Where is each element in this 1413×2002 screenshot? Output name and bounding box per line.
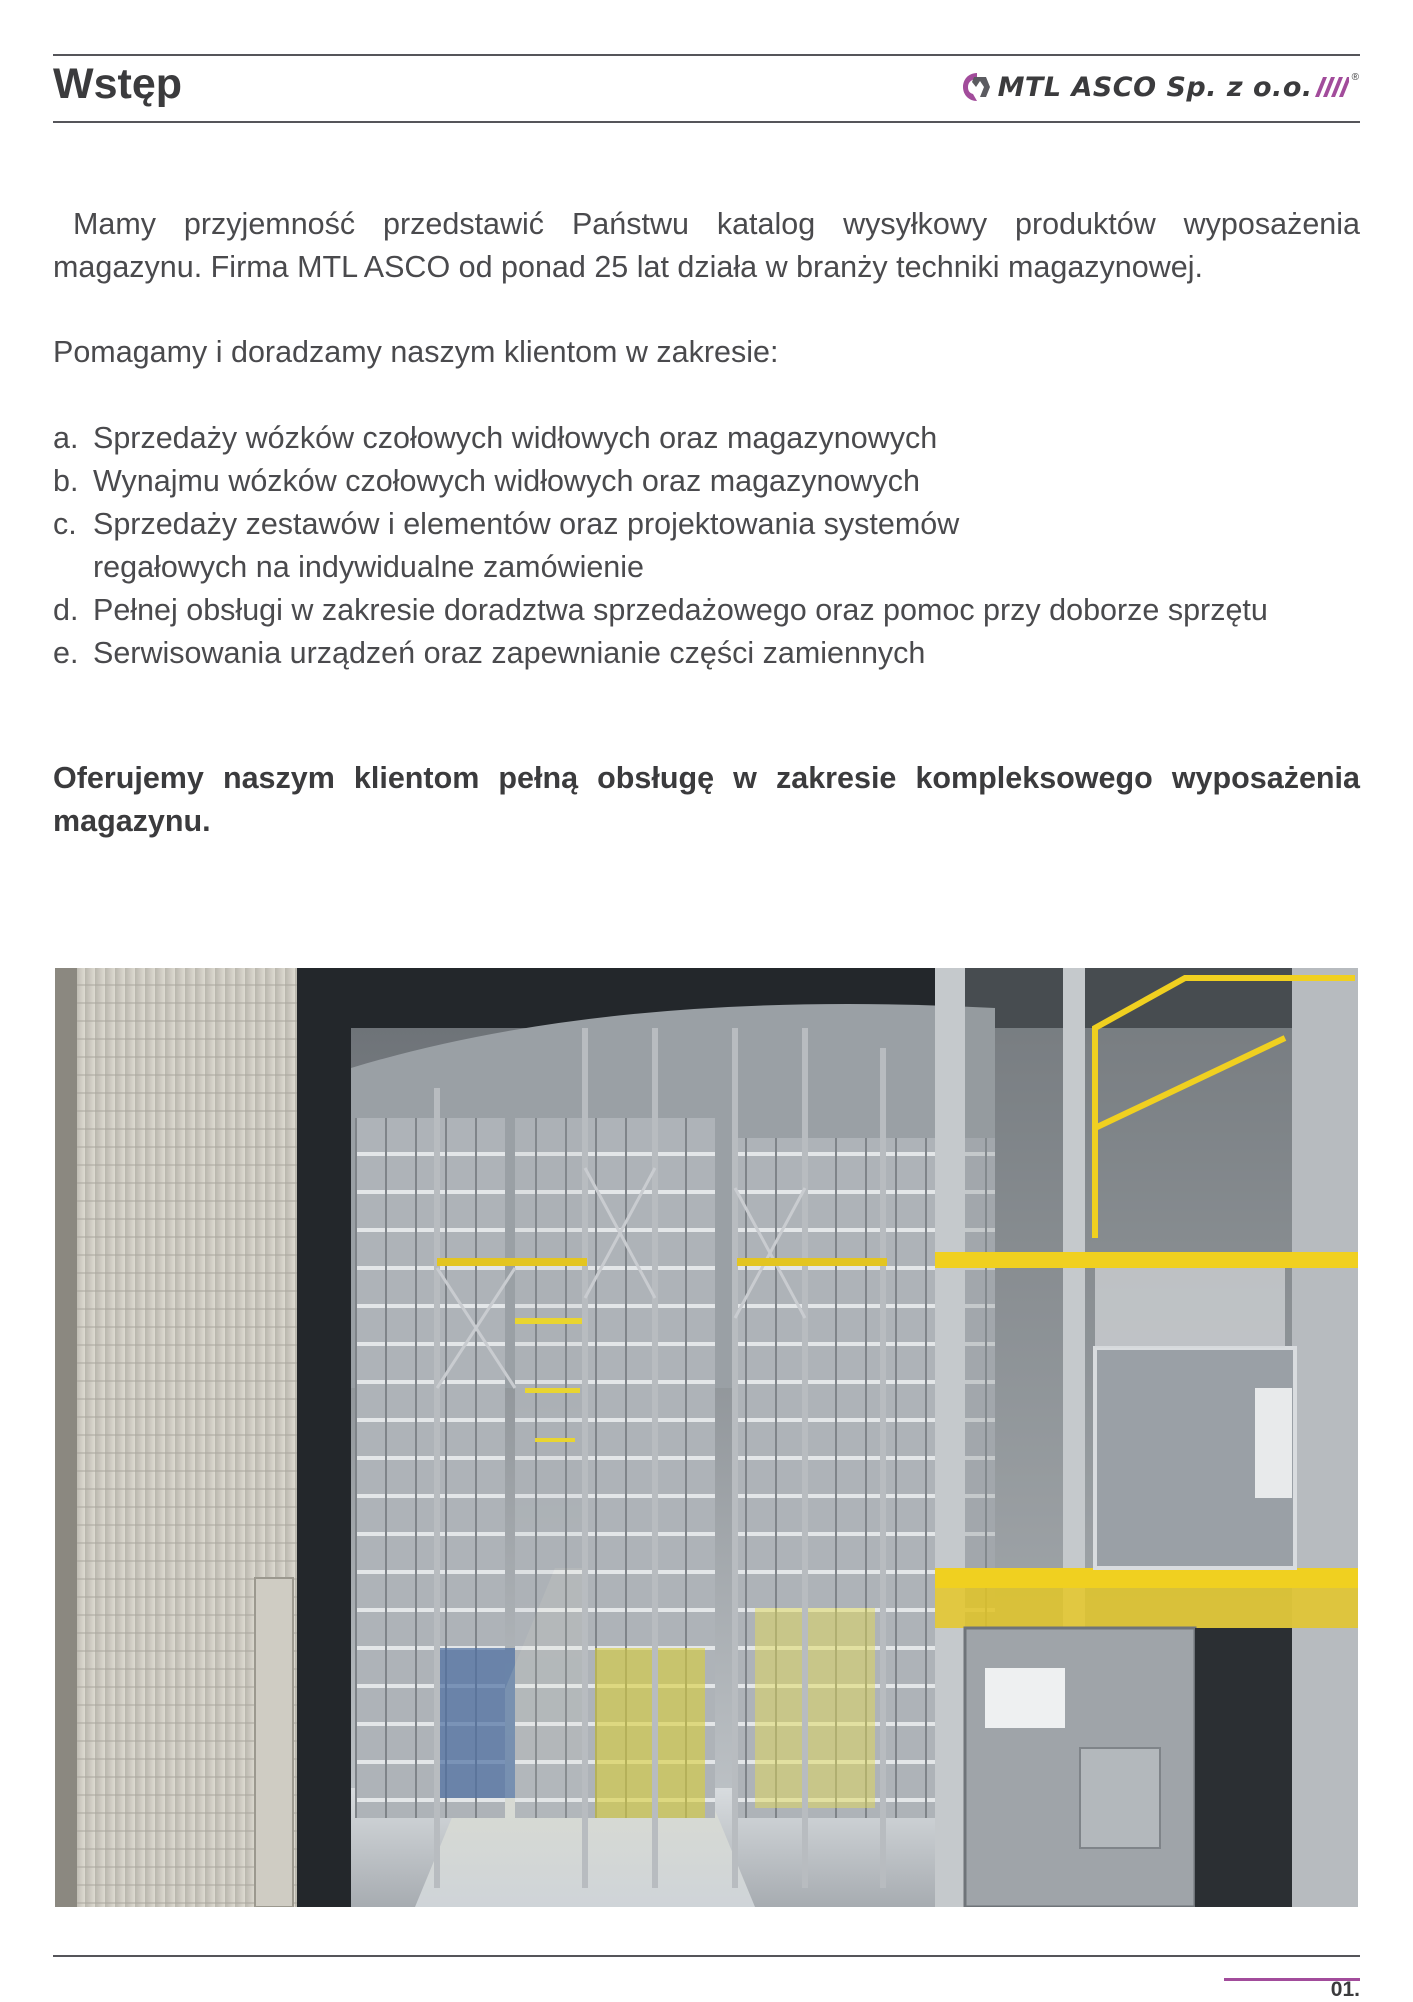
- warehouse-photo: [55, 968, 1358, 1907]
- list-item-text: Wynajmu wózków czołowych widłowych oraz magazynowych: [93, 464, 920, 498]
- logo-text: MTL ASCO Sp. z o.o.: [997, 71, 1313, 103]
- top-rule: [53, 54, 1360, 56]
- logo-stripes-icon: [1313, 76, 1349, 98]
- intro-paragraph: Mamy przyjemność przedstawić Państwu katalog wysyłkowy produktów wyposażenia magazynu. Firma MTL ASCO od ponad 25 lat działa w branży techniki magazynowej.: [53, 207, 1360, 284]
- list-marker: d.: [53, 593, 79, 627]
- lead-paragraph: Pomagamy i doradzamy naszym klientom w zakresie:: [53, 335, 779, 369]
- page-number: 01.: [1330, 1978, 1360, 2001]
- list-item: [53, 632, 1360, 675]
- list-item-text: Sprzedaży zestawów i elementów oraz projektowania systemów regałowych na indywidualne zamówienie: [93, 507, 960, 584]
- list-item: [53, 417, 1360, 460]
- list-item-text: Serwisowania urządzeń oraz zapewnianie części zamiennych: [93, 636, 926, 670]
- closing-paragraph: Oferujemy naszym klientom pełną obsługę w zakresie kompleksowego wyposażenia magazynu.: [53, 761, 1360, 838]
- header-bottom-rule: [53, 121, 1360, 123]
- warehouse-illustration: [55, 968, 1358, 1907]
- registered-mark: ®: [1351, 72, 1359, 83]
- list-item: [53, 503, 1360, 589]
- page-title: Wstęp: [53, 60, 182, 108]
- list-marker: c.: [53, 507, 77, 541]
- logo-mark-icon: [960, 70, 994, 104]
- footer-rule: [53, 1955, 1360, 1957]
- list-item-text: Sprzedaży wózków czołowych widłowych oraz magazynowych: [93, 421, 938, 455]
- list-item: [53, 589, 1360, 632]
- list-marker: e.: [53, 636, 79, 670]
- company-logo: [960, 70, 1359, 104]
- list-item: [53, 460, 1360, 503]
- list-marker: b.: [53, 464, 79, 498]
- list-item-text: Pełnej obsługi w zakresie doradztwa sprzedażowego oraz pomoc przy doborze sprzętu: [93, 593, 1268, 627]
- services-list: [53, 417, 1360, 675]
- list-marker: a.: [53, 421, 79, 455]
